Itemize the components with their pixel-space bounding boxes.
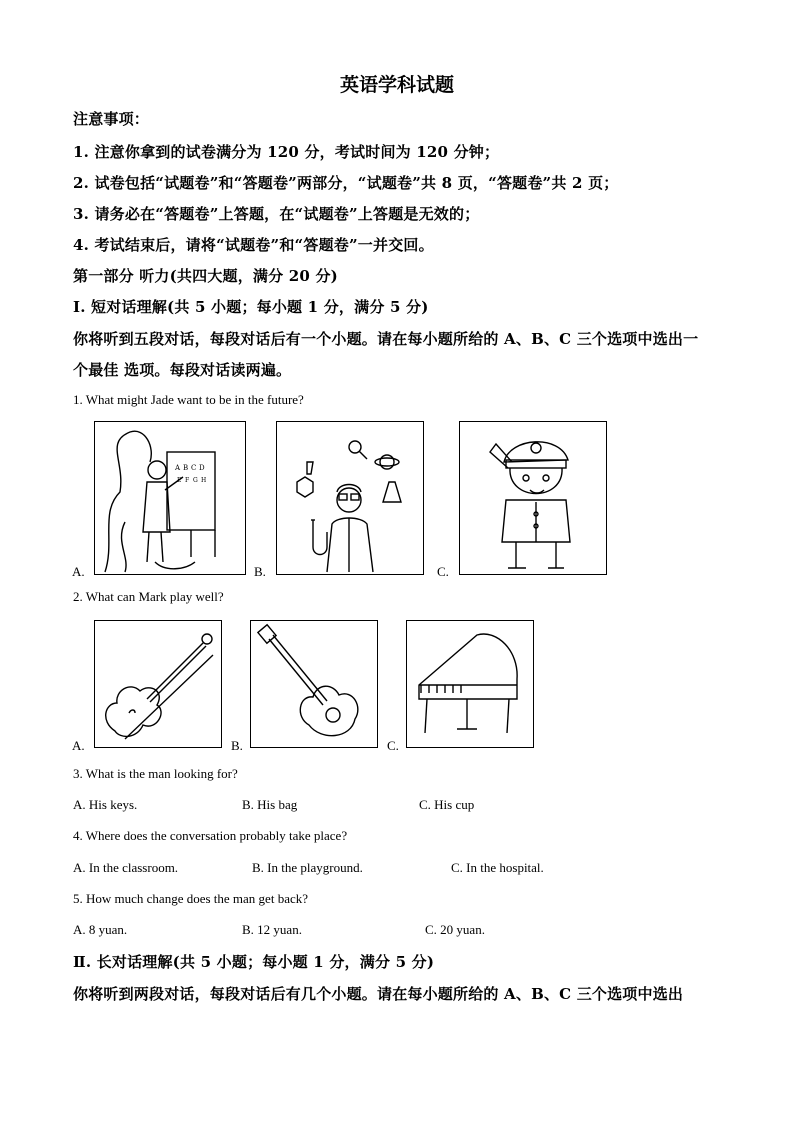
police-officer-image — [459, 421, 607, 575]
section1-instruction-1: 你将听到五段对话，每段对话后有一个小题。请在每小题所给的 A、B、C 三个选项中选出一 — [73, 330, 699, 348]
option-label-1a: A. — [72, 564, 85, 579]
option-4a: A. In the classroom. — [73, 860, 179, 875]
eye-chart-letter: A — [175, 464, 181, 472]
eye-chart-letter: B — [183, 464, 189, 472]
note-item-2: 2. 试卷包括“试题卷”和“答题卷”两部分，“试题卷”共 8 页，“答题卷”共 2 页； — [73, 174, 619, 192]
eye-chart-letter: C — [191, 464, 197, 472]
eye-chart-letter: G — [193, 477, 198, 484]
eye-chart-letter: D — [199, 464, 205, 472]
section2-instruction-1: 你将听到两段对话，每段对话后有几个小题。请在每小题所给的 A、B、C 三个选项中选出 — [73, 985, 684, 1003]
question-2: 2. What can Mark play well? — [73, 589, 224, 604]
note-item-4: 4. 考试结束后，请将“试题卷”和“答题卷”一并交回。 — [73, 236, 434, 254]
option-5b: B. 12 yuan. — [242, 922, 302, 937]
option-label-2c: C. — [387, 738, 399, 753]
option-3a: A. His keys. — [73, 797, 138, 812]
option-label-2a: A. — [72, 738, 85, 753]
option-5c: C. 20 yuan. — [425, 922, 485, 937]
option-3c: C. His cup — [419, 797, 475, 812]
option-5a: A. 8 yuan. — [73, 922, 128, 937]
note-item-3: 3. 请务必在“答题卷”上答题，在“试题卷”上答题是无效的； — [73, 205, 480, 223]
notes-heading: 注意事项： — [73, 110, 150, 128]
violin-image — [94, 620, 222, 748]
question-3: 3. What is the man looking for? — [73, 766, 238, 781]
doctor-eye-chart-image — [94, 421, 246, 575]
option-4b: B. In the playground. — [252, 860, 363, 875]
question-5: 5. How much change does the man get back? — [73, 891, 309, 906]
part1-heading: 第一部分 听力(共四大题，满分 20 分) — [73, 267, 338, 285]
section1-heading: I. 短对话理解(共 5 小题；每小题 1 分，满分 5 分) — [73, 298, 429, 316]
question-1: 1. What might Jade want to be in the future? — [73, 392, 304, 407]
option-3b: B. His bag — [242, 797, 298, 812]
piano-image — [406, 620, 534, 748]
scientist-image — [276, 421, 424, 575]
section2-heading: Ⅱ. 长对话理解(共 5 小题；每小题 1 分，满分 5 分) — [73, 953, 435, 971]
page-title: 英语学科试题 — [339, 74, 454, 96]
eye-chart-letter: H — [201, 477, 207, 484]
eye-chart-letter: E — [177, 477, 182, 484]
option-4c: C. In the hospital. — [451, 860, 544, 875]
option-label-1c: C. — [437, 564, 449, 579]
eye-chart-letter: F — [185, 477, 190, 484]
question-4: 4. Where does the conversation probably take place? — [73, 828, 348, 843]
note-item-1: 1. 注意你拿到的试卷满分为 120 分，考试时间为 120 分钟； — [73, 143, 500, 161]
guitar-image — [250, 620, 378, 748]
section1-instruction-2: 个最佳 选项。每段对话读两遍。 — [73, 361, 292, 379]
option-label-2b: B. — [231, 738, 243, 753]
option-label-1b: B. — [254, 564, 266, 579]
